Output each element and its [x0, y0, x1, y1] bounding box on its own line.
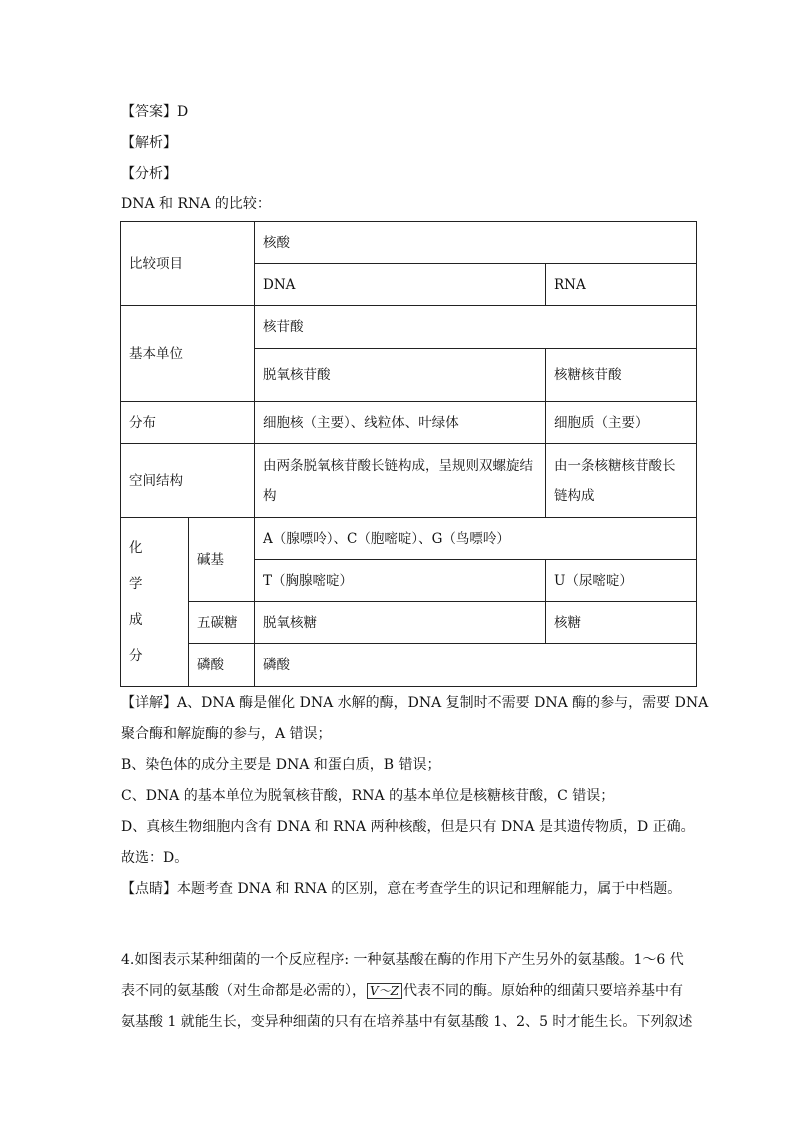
row-label-sugar: 五碳糖 — [189, 602, 255, 644]
cell-dist-rna: 细胞质（主要） — [546, 402, 697, 444]
cell-phosphate-common: 磷酸 — [255, 644, 697, 687]
row-label-structure: 空间结构 — [121, 444, 255, 518]
cell-unit-rna: 核糖核苷酸 — [546, 349, 697, 402]
detail-line-7: 【点睛】本题考查 DNA 和 RNA 的区别，意在考查学生的识记和理解能力，属于中档题。 — [121, 881, 682, 897]
analysis-heading: 【解析】 — [121, 135, 177, 151]
dna-rna-comparison-table — [120, 221, 697, 687]
row-label-unit: 基本单位 — [121, 306, 255, 402]
detail-line-2: 聚合酶和解旋酶的参与，A 错误； — [121, 726, 332, 742]
header-item: 比较项目 — [121, 222, 255, 306]
cell-sugar-dna: 脱氧核糖 — [255, 602, 546, 644]
detail-line-6: 故选：D。 — [121, 850, 189, 866]
detail-line-4: C、DNA 的基本单位为脱氧核苷酸，RNA 的基本单位是核糖核苷酸，C 错误； — [121, 788, 615, 804]
table-intro: DNA 和 RNA 的比较： — [121, 196, 271, 212]
cell-struct-dna: 由两条脱氧核苷酸长链构成，呈规则双螺旋结构 — [255, 444, 546, 518]
row-label-chemical — [121, 518, 189, 687]
chem-char-4: 分 — [129, 648, 143, 664]
question4-line-2-part-a: 表不同的氨基酸（对生命都是必需的）， — [121, 983, 366, 999]
cell-sugar-rna: 核糖 — [546, 602, 697, 644]
cell-base-common: A（腺嘌呤）、C（胞嘧啶）、G（鸟嘌呤） — [255, 518, 697, 560]
chem-char-3: 成 — [129, 612, 143, 628]
header-dna: DNA — [255, 264, 546, 306]
chem-char-2: 学 — [129, 576, 143, 592]
header-nucleic: 核酸 — [255, 222, 697, 264]
cell-unit-dna: 脱氧核苷酸 — [255, 349, 546, 402]
row-label-phosphate: 磷酸 — [189, 644, 255, 687]
cell-base-rna: U（尿嘧啶） — [546, 560, 697, 602]
fenxi-heading: 【分析】 — [121, 166, 177, 182]
enzyme-range-box: V～Z — [367, 983, 402, 999]
header-rna: RNA — [546, 264, 697, 306]
answer-label: 【答案】D — [121, 104, 189, 120]
question4-line-2 — [121, 976, 697, 1006]
cell-dist-dna: 细胞核（主要）、线粒体、叶绿体 — [255, 402, 546, 444]
row-label-base: 碱基 — [189, 518, 255, 602]
chem-char-1: 化 — [129, 540, 143, 556]
detail-line-3: B、染色体的成分主要是 DNA 和蛋白质，B 错误； — [121, 757, 441, 773]
question4-line-1: 4.如图表示某种细菌的一个反应程序: 一种氨基酸在酶的作用下产生另外的氨基酸。1～6 代 — [121, 952, 684, 968]
row-label-distribution: 分布 — [121, 402, 255, 444]
cell-unit-common: 核苷酸 — [255, 306, 697, 349]
cell-struct-rna: 由一条核糖核苷酸长链构成 — [546, 444, 697, 518]
question4-line-2-part-b: 代表不同的酶。原始种的细菌只要培养基中有 — [403, 983, 684, 999]
detail-line-5: D、真核生物细胞内含有 DNA 和 RNA 两种核酸，但是只有 DNA 是其遗传物质，D 正确。 — [121, 819, 695, 835]
question4-line-3: 氨基酸 1 就能生长，变异种细菌的只有在培养基中有氨基酸 1、2、5 时才能生长。下列叙述 — [121, 1014, 693, 1030]
detail-line-1: 【详解】A、DNA 酶是催化 DNA 水解的酶，DNA 复制时不需要 DNA 酶的参与，需要 DNA — [121, 695, 709, 711]
cell-base-dna: T（胸腺嘧啶） — [255, 560, 546, 602]
